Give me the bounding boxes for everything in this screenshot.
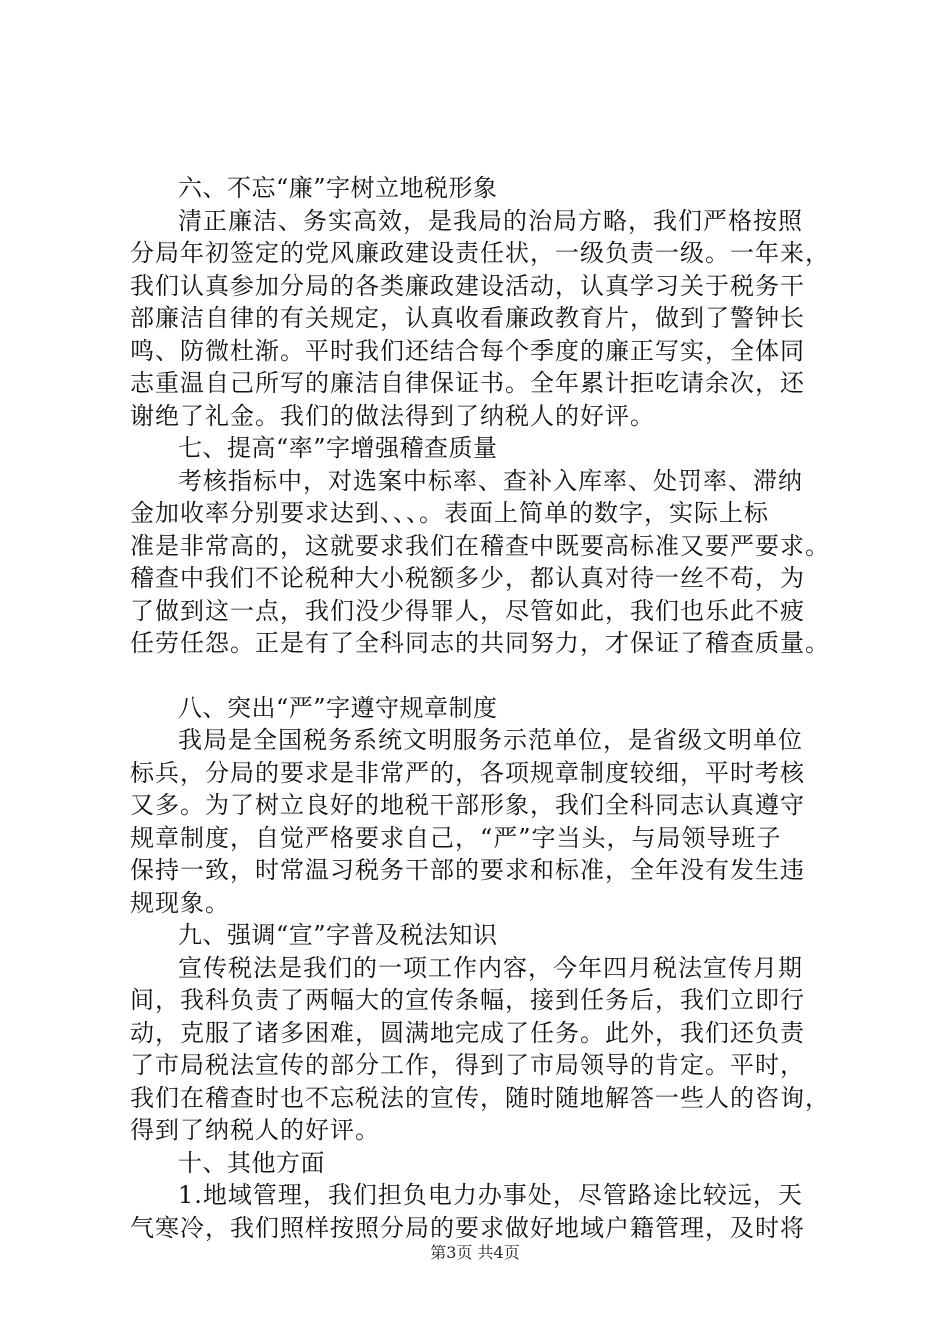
paragraph-line: 宣传税法是我们的一项工作内容，今年四月税法宣传月期: [178, 953, 803, 982]
paragraph-line: 稽查中我们不论税种大小税额多少，都认真对待一丝不苟，为: [130, 564, 805, 592]
paragraph-line: 规现象。: [130, 888, 230, 917]
paragraph-line: 1.地域管理，我们担负电力办事处，尽管路途比较远，天: [178, 1181, 803, 1209]
section-heading: 十、其他方面: [178, 1148, 325, 1177]
paragraph-gap: [130, 660, 860, 692]
paragraph-line: 部廉洁自律的有关规定，认真收看廉政教育片，做到了警钟长: [130, 304, 805, 332]
paragraph-line: 间，我科负责了两幅大的宣传条幅，接到任务后，我们立即行: [130, 986, 805, 1014]
paragraph-line: 考核指标中，对选案中标率、查补入库率、处罚率、滞纳: [178, 466, 803, 495]
paragraph-line: 我们在稽查时也不忘税法的宣传，随时随地解答一些人的咨询，: [130, 1083, 830, 1112]
section-heading: 九、强调“宣”字普及税法知识: [178, 921, 498, 949]
paragraph-line: 又多。为了树立良好的地税干部形象，我们全科同志认真遵守: [130, 791, 805, 819]
section-heading: 六、不忘“廉”字树立地税形象: [178, 174, 498, 202]
page-number-footer: 第3页 共4页: [430, 1243, 520, 1262]
paragraph-line: 清正廉洁、务实高效，是我局的治局方略，我们严格按照: [178, 206, 803, 235]
paragraph-line: 得到了纳税人的好评。: [130, 1116, 380, 1144]
section-heading: 八、突出“严”字遵守规章制度: [178, 693, 498, 722]
paragraph-line: 志重温自己所写的廉洁自律保证书。全年累计拒吃请余次，还: [130, 369, 805, 397]
paragraph-line: 气寒冷，我们照样按照分局的要求做好地域户籍管理，及时将: [130, 1213, 805, 1242]
paragraph-line: 我们认真参加分局的各类廉政建设活动，认真学习关于税务干: [130, 271, 805, 300]
paragraph-line: 保持一致，时常温习税务干部的要求和标准，全年没有发生违: [130, 856, 805, 884]
paragraph-line: 金加收率分别要求达到、、、。表面上简单的数字，实际上标: [130, 499, 769, 527]
paragraph-line: 分局年初签定的党风廉政建设责任状，一级负责一级。一年来，: [130, 239, 830, 267]
paragraph-line: 任劳任怨。正是有了全科同志的共同努力，才保证了稽查质量。: [130, 629, 830, 657]
paragraph-line: 鸣、防微杜渐。平时我们还结合每个季度的廉正写实，全体同: [130, 336, 805, 365]
section-heading: 七、提高“率”字增强稽查质量: [178, 434, 498, 462]
paragraph-line: 规章制度，自觉严格要求自己，“严”字当头，与局领导班子: [130, 823, 782, 852]
paragraph-line: 了做到这一点，我们没少得罪人，尽管如此，我们也乐此不疲: [130, 596, 805, 625]
document-body: [130, 172, 860, 1244]
paragraph-line: 了市局税法宣传的部分工作，得到了市局领导的肯定。平时，: [130, 1051, 805, 1079]
paragraph-line: 我局是全国税务系统文明服务示范单位，是省级文明单位: [178, 726, 803, 754]
paragraph-line: 谢绝了礼金。我们的做法得到了纳税人的好评。: [130, 401, 655, 430]
paragraph-line: 动，克服了诸多困难，圆满地完成了任务。此外，我们还负责: [130, 1018, 805, 1047]
paragraph-line: 准是非常高的，这就要求我们在稽查中既要高标准又要严要求。: [130, 531, 830, 560]
paragraph-line: 标兵，分局的要求是非常严的，各项规章制度较细，平时考核: [130, 758, 805, 787]
